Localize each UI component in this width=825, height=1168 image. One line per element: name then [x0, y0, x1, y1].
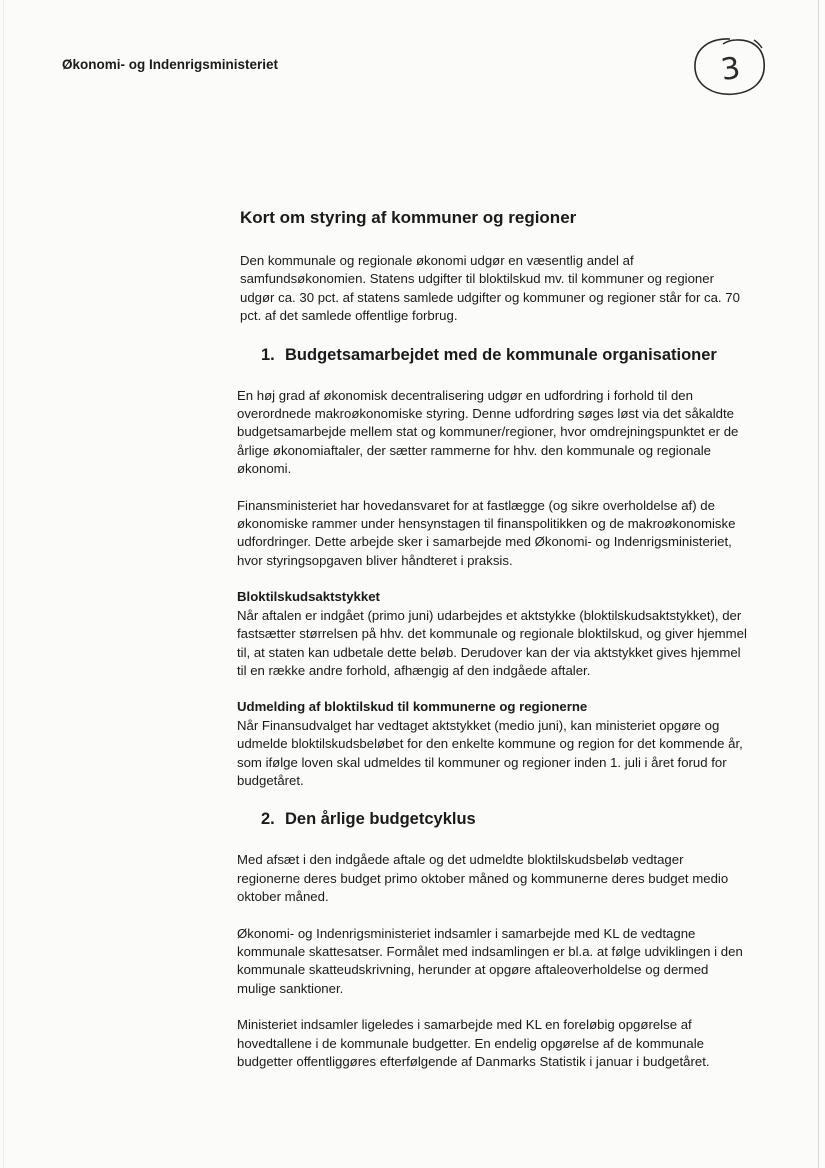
- section-1-paragraph-2: Finansministeriet har hovedansvaret for at fastlægge (og sikre overholdelse af) de økonomiske rammer under hensynstagen til finanspolitikken og de makroøkonomiske udfordringer. Dette arbejde sker i samarbejde med Økonomi- og Indenrigsministeriet, hvor styringsopgaven bliver håndteret i praksis.: [237, 497, 736, 568]
- section-1-number: 1.: [261, 345, 275, 364]
- ministry-header: Økonomi- og Indenrigsministeriet: [62, 57, 279, 72]
- scan-edge-right: [818, 0, 819, 1168]
- section-1-sub-1-text: Når aftalen er indgået (primo juni) udarbejdes et aktstykke (bloktilskudsaktstykket), der fastsætter størrelsen på hhv. det kommunale og regionale bloktilskud, og giver hjemmel til, at staten kan udbetale dette beløb. Derudover kan der via aktstykket gives hjemmel til en række andre forhold, afhængig af den indgåede aftaler.: [237, 607, 747, 678]
- section-2-heading: [261, 810, 757, 829]
- section-2-number: 2.: [261, 810, 275, 829]
- main-content: [237, 208, 757, 1071]
- handwritten-page-number: [690, 34, 770, 100]
- svg-text:3: 3: [718, 50, 743, 89]
- section-2-title: Den årlige budgetcyklus: [285, 810, 476, 829]
- section-2-paragraph-2: Økonomi- og Indenrigsministeriet indsamler i samarbejde med KL de vedtagne kommunale skattesatser. Formålet med indsamlingen er bl.a. at følge udviklingen i den kommunale skatteudskrivning, herunder at opgøre aftaleoverholdelse og dermed mulige sanktioner.: [237, 925, 743, 996]
- section-1-heading: [261, 346, 757, 365]
- subheading-bloktilskudsaktstykket: Bloktilskudsaktstykket: [237, 589, 380, 605]
- section-2-paragraph-3: Ministeriet indsamler ligeledes i samarbejde med KL en foreløbig opgørelse af hovedtallene i de kommunale budgetter. En endelig opgørelse af de kommunale budgetter offentliggøres efterfølgende af Danmarks Statistik i januar i budgetåret.: [237, 1017, 710, 1069]
- document-title: Kort om styring af kommuner og regioner: [240, 208, 577, 227]
- subheading-udmelding: Udmelding af bloktilskud til kommunerne og regionerne: [237, 699, 588, 715]
- scan-edge-left: [3, 0, 4, 1168]
- intro-paragraph: Den kommunale og regionale økonomi udgør en væsentlig andel af samfundsøkonomien. Statens udgifter til bloktilskud mv. til kommuner og regioner udgør ca. 30 pct. af statens samlede udgifter og kommuner og regioner står for ca. 70 pct. af det samlede offentlige forbrug.: [240, 253, 740, 324]
- section-2-paragraph-1: Med afsæt i den indgåede aftale og det udmeldte bloktilskudsbeløb vedtager regionerne deres budget primo oktober måned og kommunerne deres budget medio oktober måned.: [237, 852, 729, 905]
- section-1-paragraph-1: En høj grad af økonomisk decentralisering udgør en udfordring i forhold til den overordnede makroøkonomiske styring. Denne udfordring søges løst via det såkaldte budgetsamarbejde mellem stat og kommuner/regioner, hvor omdrejningspunktet er de årlige økonomiaftaler, der sætter rammerne for hhv. den kommunale og regionale økonomi.: [237, 387, 739, 477]
- section-1-sub-2-text: Når Finansudvalget har vedtaget aktstykket (medio juni), kan ministeriet opgøre og udmelde bloktilskudsbeløbet for den enkelte kommune og region for det kommende år, som ifølge loven skal udmeldes til kommuner og regioner inden 1. juli i året forud for budgetåret.: [237, 717, 743, 788]
- section-1-title: Budgetsamarbejdet med de kommunale organisationer: [285, 345, 717, 364]
